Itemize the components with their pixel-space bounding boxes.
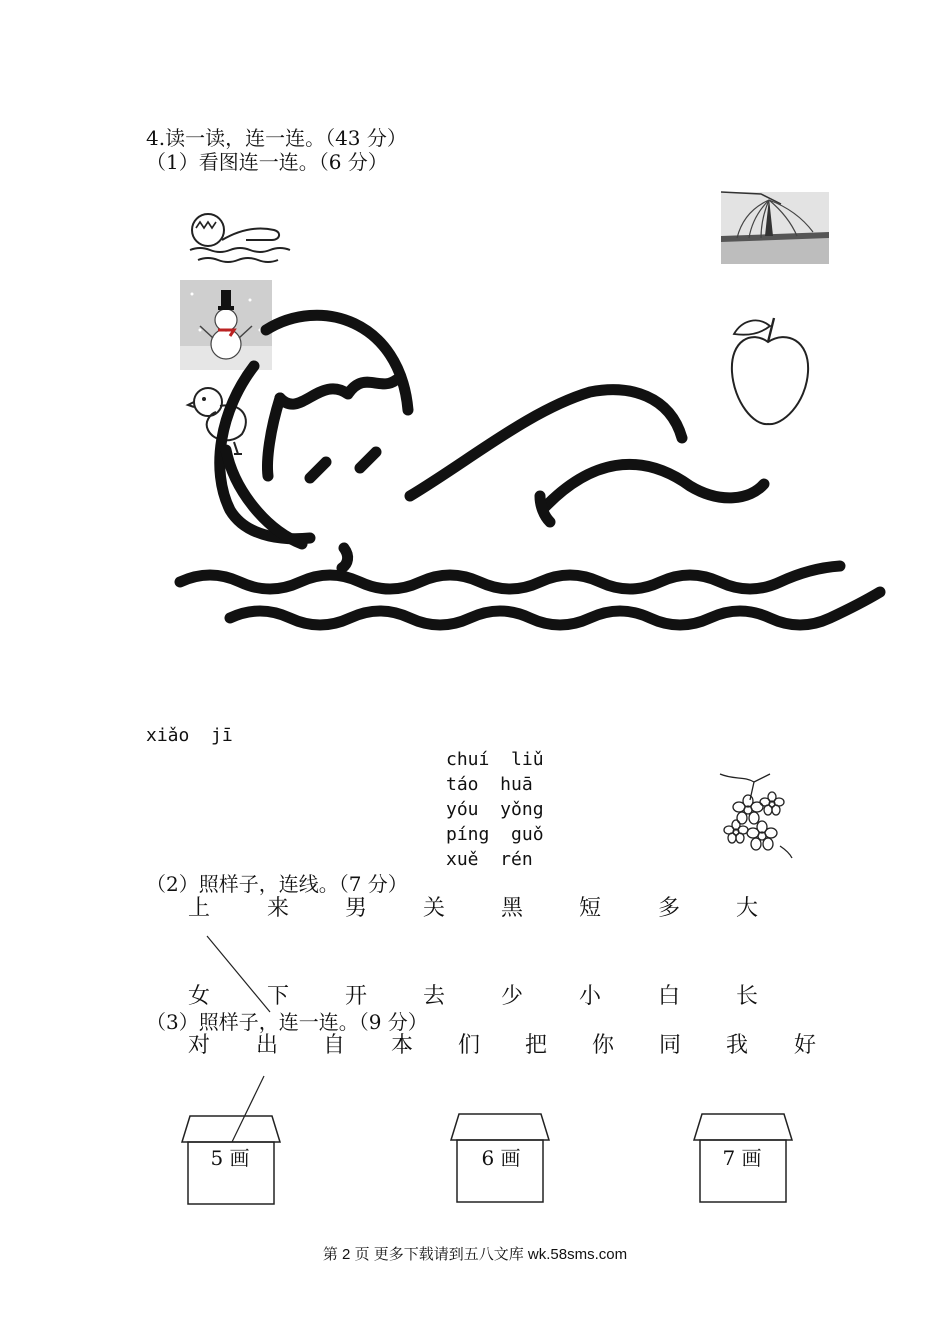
bottom-char[interactable]: 开 bbox=[344, 984, 367, 1009]
stroke-char[interactable]: 出 bbox=[255, 1033, 278, 1058]
part1-title: （1）看图连一连。（6 分） bbox=[146, 150, 388, 174]
pinyin-item: xuě rén bbox=[446, 849, 533, 870]
top-char[interactable]: 多 bbox=[657, 896, 680, 921]
stroke-char[interactable]: 们 bbox=[457, 1033, 480, 1058]
stroke-char[interactable]: 我 bbox=[725, 1033, 748, 1058]
top-char[interactable]: 关 bbox=[422, 896, 445, 921]
section-heading: 4.读一读，连一连。（43 分） bbox=[146, 126, 407, 150]
top-char[interactable]: 男 bbox=[344, 896, 367, 921]
stroke-char[interactable]: 自 bbox=[322, 1033, 345, 1058]
stroke-char[interactable]: 本 bbox=[390, 1033, 413, 1058]
stroke-char[interactable]: 把 bbox=[524, 1033, 547, 1058]
top-char[interactable]: 短 bbox=[578, 896, 601, 921]
pinyin-item: yóu yǒng bbox=[446, 799, 544, 820]
house-label: 5 画 bbox=[210, 1146, 250, 1170]
bottom-char[interactable]: 小 bbox=[578, 984, 601, 1009]
part2-title: （2）照样子，连线。（7 分） bbox=[146, 872, 408, 896]
bottom-char[interactable]: 下 bbox=[266, 984, 289, 1009]
bottom-char[interactable]: 去 bbox=[422, 984, 445, 1009]
house-label: 6 画 bbox=[481, 1146, 521, 1170]
pinyin-xiao-ji: xiǎo jī bbox=[146, 725, 233, 746]
stroke-char[interactable]: 对 bbox=[187, 1033, 210, 1058]
pinyin-item: píng guǒ bbox=[446, 824, 544, 845]
bottom-char[interactable]: 白 bbox=[657, 984, 680, 1009]
top-char[interactable]: 大 bbox=[735, 896, 758, 921]
page-footer: 第 2 页 更多下载请到五八文库 wk.58sms.com bbox=[322, 1246, 628, 1263]
stroke-char[interactable]: 同 bbox=[658, 1033, 681, 1058]
bottom-char[interactable]: 长 bbox=[735, 984, 758, 1009]
part3-title: （3）照样子，连一连。（9 分） bbox=[146, 1010, 428, 1034]
pinyin-item: táo huā bbox=[446, 774, 533, 795]
top-char[interactable]: 上 bbox=[187, 896, 210, 921]
bottom-char[interactable]: 少 bbox=[500, 984, 523, 1009]
top-char[interactable]: 黑 bbox=[500, 896, 523, 921]
stroke-char[interactable]: 你 bbox=[591, 1033, 614, 1058]
bottom-char[interactable]: 女 bbox=[187, 984, 210, 1009]
house-label: 7 画 bbox=[722, 1146, 762, 1170]
pinyin-item: chuí liǔ bbox=[446, 749, 544, 770]
top-char[interactable]: 来 bbox=[266, 896, 289, 921]
stroke-char[interactable]: 好 bbox=[793, 1033, 816, 1058]
